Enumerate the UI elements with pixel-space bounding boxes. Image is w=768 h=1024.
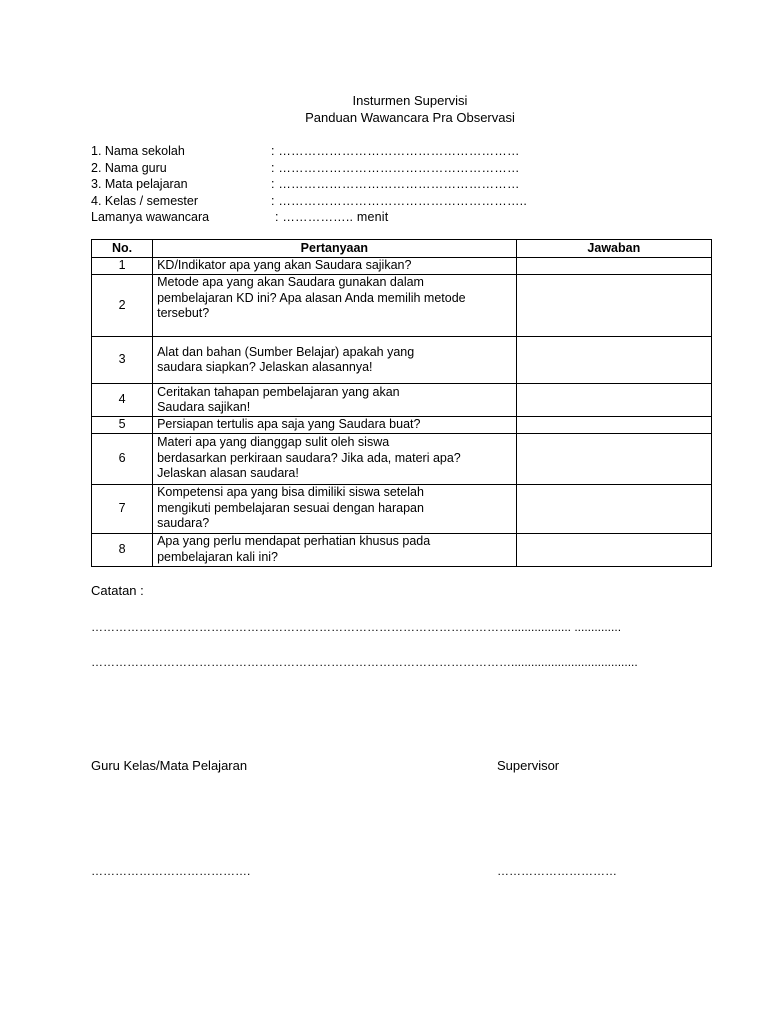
row-question	[153, 484, 517, 533]
question-line: pembelajaran KD ini? Apa alasan Anda memilih metode	[157, 290, 466, 305]
question-line: tersebut?	[157, 306, 210, 320]
row-number: 7	[92, 484, 153, 533]
table-row	[92, 484, 712, 533]
table-row	[92, 384, 712, 417]
field-label: 2. Nama guru	[91, 160, 167, 175]
field-value: : …………………………………………………	[271, 144, 520, 158]
row-question	[153, 533, 517, 566]
field-label: Lamanya wawancara	[91, 210, 210, 224]
row-number: 6	[92, 433, 153, 484]
field-label: 3. Mata pelajaran	[91, 177, 188, 191]
question-line: Apa yang perlu mendapat perhatian khusus pada	[157, 534, 431, 548]
identity-fields	[91, 143, 651, 226]
teacher-signature-label: Guru Kelas/Mata Pelajaran	[91, 758, 248, 773]
question-line: berdasarkan perkiraan saudara? Jika ada, materi apa?	[157, 450, 461, 465]
row-answer-cell	[516, 258, 711, 275]
field-label: 1. Nama sekolah	[91, 144, 185, 158]
row-answer-cell	[516, 417, 711, 434]
question-line: Persiapan tertulis apa saja yang Saudara buat?	[157, 417, 421, 431]
row-answer-cell	[516, 275, 711, 337]
table-row	[92, 275, 712, 337]
table-row	[92, 258, 712, 275]
row-number: 8	[92, 533, 153, 566]
question-line: Kompetensi apa yang bisa dimiliki siswa setelah	[157, 485, 424, 500]
question-line: Saudara sajikan!	[157, 400, 251, 414]
question-line: pembelajaran kali ini?	[157, 549, 278, 564]
table-row	[92, 337, 712, 384]
row-number: 3	[92, 337, 153, 384]
row-number: 5	[92, 417, 153, 434]
row-question	[153, 384, 517, 417]
question-line: Metode apa yang akan Saudara gunakan dalam	[157, 275, 424, 289]
table-header-row	[92, 240, 712, 258]
row-question	[153, 337, 517, 384]
row-number: 4	[92, 384, 153, 417]
row-question	[153, 417, 517, 434]
field-value: : …………………………………………………	[271, 177, 520, 191]
supervisor-signature-line: …………………………	[497, 864, 617, 878]
field-value: : …………….. menit	[275, 210, 389, 224]
header-question: Pertanyaan	[153, 240, 517, 258]
question-line: mengikuti pembelajaran sesuai dengan harapan	[157, 500, 424, 515]
question-line: Alat dan bahan (Sumber Belajar) apakah yang	[157, 344, 415, 359]
row-answer-cell	[516, 337, 711, 384]
interview-table	[91, 239, 712, 567]
question-line: Ceritakan tahapan pembelajaran yang akan	[157, 384, 400, 399]
table-row	[92, 433, 712, 484]
header-answer: Jawaban	[516, 240, 711, 258]
row-answer-cell	[516, 484, 711, 533]
document-subtitle: Panduan Wawancara Pra Observasi	[305, 110, 515, 125]
question-line: saudara siapkan? Jelaskan alasannya!	[157, 360, 373, 374]
field-value: : …………………………………………………	[271, 160, 520, 175]
field-mata-pelajaran	[91, 176, 651, 193]
question-line: KD/Indikator apa yang akan Saudara sajikan?	[157, 258, 412, 273]
row-question	[153, 275, 517, 337]
question-line: Jelaskan alasan saudara!	[157, 466, 299, 481]
row-number: 1	[92, 258, 153, 275]
notes-line-2: ……………………………………………………………………………………………......................................	[91, 655, 638, 669]
row-answer-cell	[516, 533, 711, 566]
field-lamanya-wawancara	[91, 209, 651, 226]
row-answer-cell	[516, 384, 711, 417]
field-value: : …………………………………………………..	[271, 193, 527, 208]
table-row	[92, 417, 712, 434]
notes-label: Catatan :	[91, 583, 144, 598]
field-nama-guru	[91, 160, 651, 177]
field-kelas-semester	[91, 193, 651, 210]
question-line: saudara?	[157, 516, 210, 531]
field-label: 4. Kelas / semester	[91, 193, 198, 208]
row-answer-cell	[516, 433, 711, 484]
header-no: No.	[92, 240, 153, 258]
teacher-signature-line: ………………………………….	[91, 864, 251, 878]
row-question	[153, 433, 517, 484]
table-row	[92, 533, 712, 566]
notes-line-1: …………………………………………………………………………………………….................. ..............	[91, 620, 622, 634]
row-question	[153, 258, 517, 275]
row-number: 2	[92, 275, 153, 337]
field-nama-sekolah	[91, 143, 651, 160]
supervisor-signature-label: Supervisor	[497, 758, 560, 773]
question-line: Materi apa yang dianggap sulit oleh siswa	[157, 435, 390, 450]
document-title: Insturmen Supervisi	[352, 93, 468, 108]
